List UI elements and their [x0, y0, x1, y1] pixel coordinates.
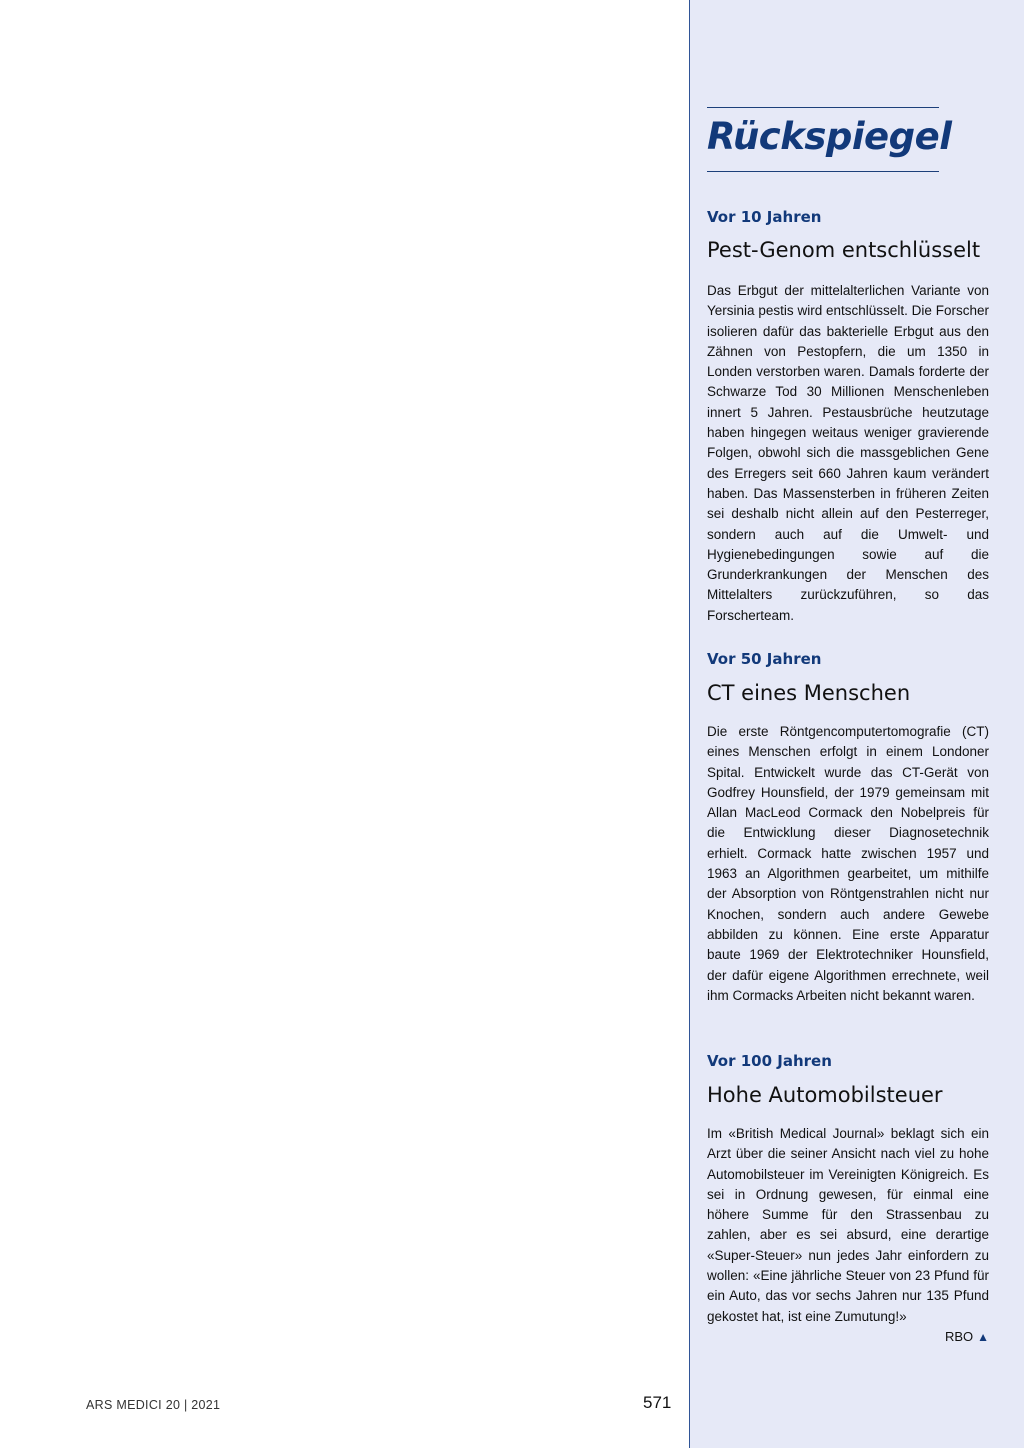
- page-number: 571: [643, 1393, 672, 1412]
- sidebar-title: Rückspiegel: [707, 115, 952, 158]
- section-3-kicker: Vor 100 Jahren: [707, 1052, 832, 1070]
- title-rule-top: [707, 107, 939, 108]
- section-2-body: Die erste Röntgencomputertomografie (CT) eines Menschen erfolgt in einem Londoner Spital. Entwickelt wurde das CT-Gerät von Godfrey Hounsfield, der 1979 gemeinsam mit Allan MacLeod Cormack den Nobelpreis für die Entwicklung dieser Diagnosetechnik erhielt. Cormack hatte zwischen 1957 und 1963 an Algorithmen gearbeitet, um mithilfe der Absorption von Röntgenstrahlen nicht nur Knochen, sondern auch andere Gewebe abbilden zu können. Eine erste Apparatur baute 1969 der Elektrotechniker Hounsfield, der dafür eigene Algorithmen errechnete, weil ihm Cormacks Arbeiten nicht bekannt waren.: [707, 724, 989, 1003]
- section-1-heading: Pest-Genom entschlüsselt: [707, 238, 981, 262]
- section-2-kicker: Vor 50 Jahren: [707, 650, 822, 668]
- section-1-kicker: Vor 10 Jahren: [707, 208, 822, 226]
- section-3-body: Im «British Medical Journal» beklagt sich ein Arzt über die seiner Ansicht nach viel zu hohe Automobilsteuer im Vereinigten Königreich. Es sei in Ordnung gewesen, für einmal eine höhere Summe für den Strassenbau zu zahlen, aber es sei absurd, eine derartige «Super-Steuer» nun jedes Jahr einfordern zu wollen: «Eine jährliche Steuer von 23 Pfund für ein Auto, das vor sechs Jahren nur 135 Pfund gekostet hat, ist eine Zumutung!»: [707, 1126, 989, 1324]
- author-signature: [707, 1328, 989, 1346]
- footer-journal-issue: ARS MEDICI 20 | 2021: [86, 1398, 221, 1412]
- section-2-heading: CT eines Menschen: [707, 681, 911, 705]
- title-rule-bottom: [707, 171, 939, 172]
- signature-text: RBO: [944, 1329, 974, 1344]
- triangle-up-icon: ▲: [977, 1330, 989, 1344]
- section-1-body: Das Erbgut der mittelalterlichen Variante von Yersinia pestis wird entschlüsselt. Die Forscher isolieren dafür das bakterielle Erbgut aus den Zähnen von Pestopfern, die um 1350 in Londen verstorben waren. Damals forderte der Schwarze Tod 30 Millionen Menschenleben innert 5 Jahren. Pestausbrüche heutzutage haben hingegen weitaus weniger gravierende Folgen, obwohl sich die massgeblichen Gene des Erregers seit 660 Jahren kaum verändert haben. Das Massensterben in früheren Zeiten sei deshalb nicht allein auf den Pesterreger, sondern auch auf die Umwelt- und Hygienebedingungen sowie auf die Grunderkrankungen der Menschen des Mittelalters zurückzuführen, so das Forscherteam.: [707, 283, 989, 623]
- section-3-heading: Hohe Automobilsteuer: [707, 1083, 943, 1107]
